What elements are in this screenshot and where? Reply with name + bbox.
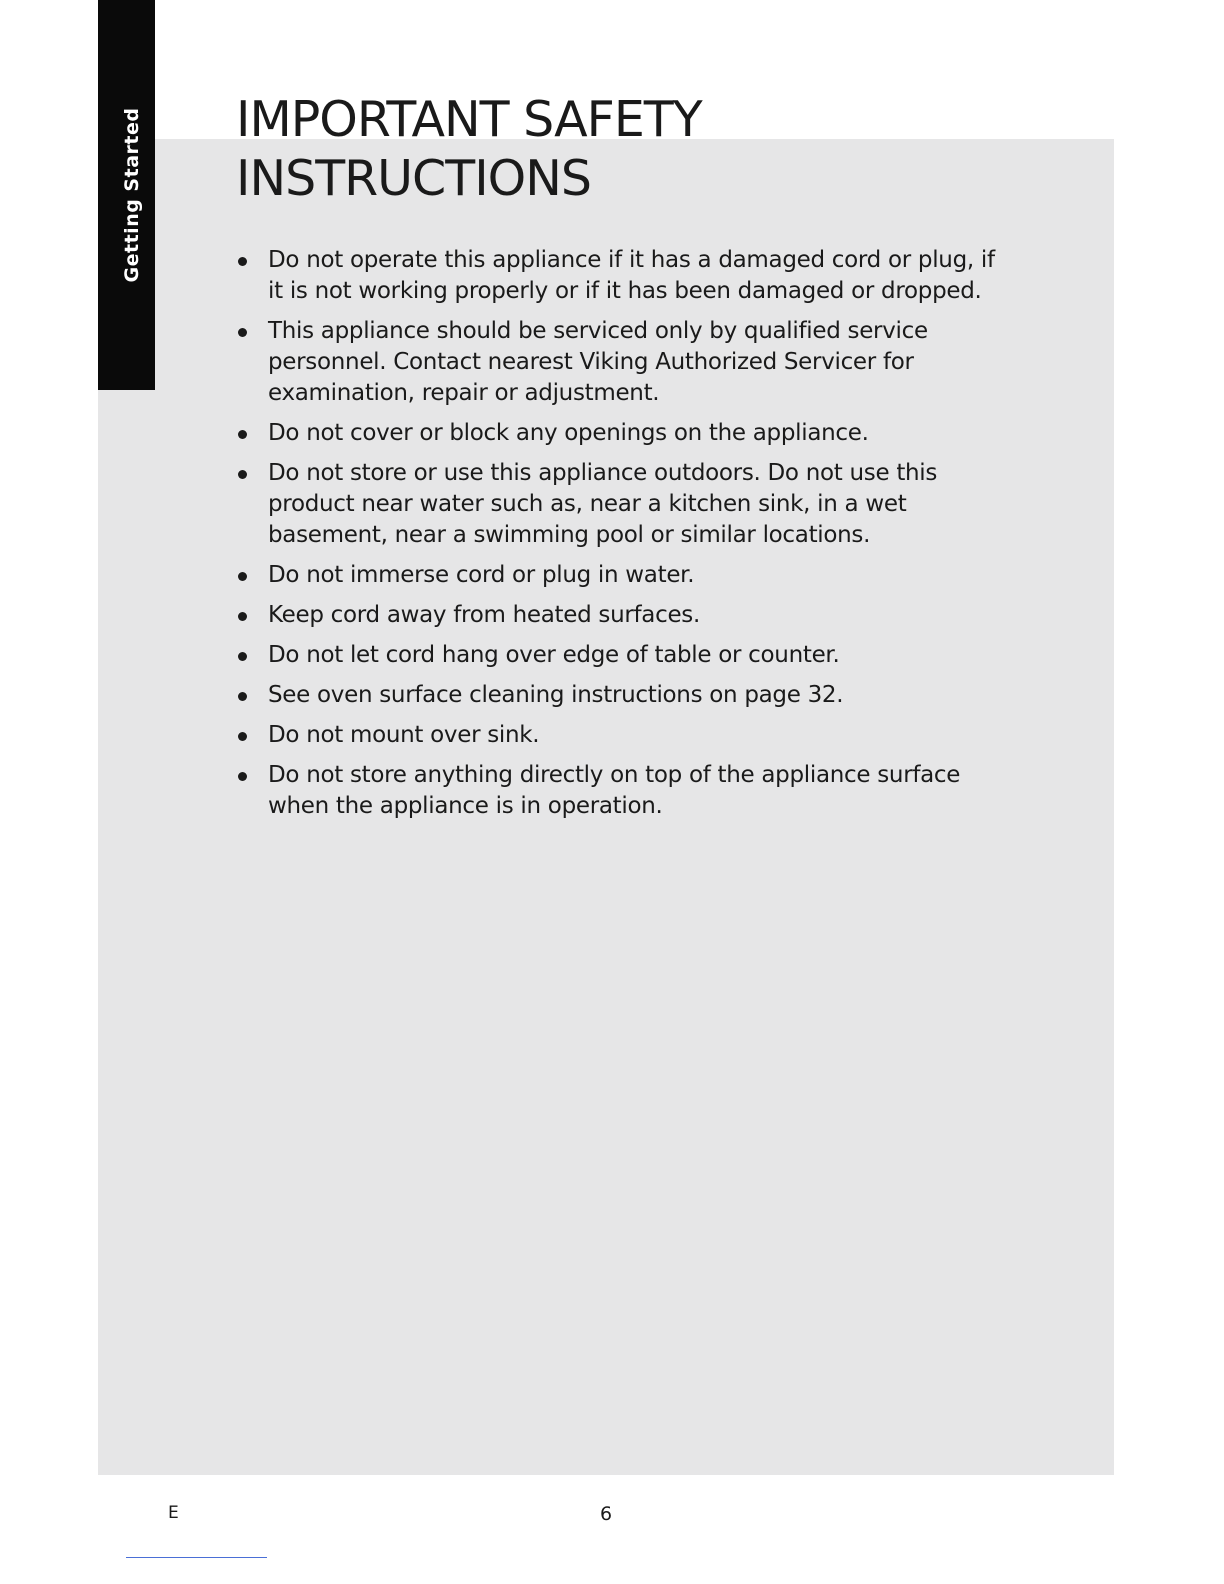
page-title-line-2: INSTRUCTIONS: [236, 150, 591, 207]
footer-language-code: E: [168, 1503, 179, 1523]
bullet-icon: [238, 772, 247, 781]
bullet-icon: [238, 257, 247, 266]
list-item: [236, 600, 996, 631]
list-item-text: This appliance should be serviced only by qualified service personnel. Contact nearest Viking Authorized Servicer for examination, repair or adjustment.: [268, 318, 928, 406]
footer-page-number: 6: [600, 1503, 613, 1525]
list-item: [236, 560, 996, 591]
list-item: [236, 316, 996, 409]
bullet-icon: [238, 572, 247, 581]
safety-instructions-list: [236, 245, 996, 831]
list-item: [236, 680, 996, 711]
list-item-text: Do not cover or block any openings on the appliance.: [268, 420, 869, 446]
list-item-text: Keep cord away from heated surfaces.: [268, 602, 700, 628]
page-title-line-1: IMPORTANT SAFETY: [236, 91, 702, 148]
footer-divider: [126, 1557, 267, 1558]
list-item: [236, 245, 996, 307]
bullet-icon: [238, 430, 247, 439]
list-item-text: Do not operate this appliance if it has a damaged cord or plug, if it is not working properly or if it has been damaged or dropped.: [268, 247, 995, 304]
list-item: [236, 418, 996, 449]
list-item-text: See oven surface cleaning instructions on page 32.: [268, 682, 844, 708]
bullet-icon: [238, 692, 247, 701]
list-item-text: Do not store or use this appliance outdoors. Do not use this product near water such as, near a kitchen sink, in a wet basement, near a swimming pool or similar locations.: [268, 460, 938, 548]
list-item: [236, 458, 996, 551]
list-item-text: Do not immerse cord or plug in water.: [268, 562, 695, 588]
list-item: [236, 720, 996, 751]
page-title: [236, 90, 702, 208]
bullet-icon: [238, 732, 247, 741]
bullet-icon: [238, 652, 247, 661]
list-item: [236, 640, 996, 671]
section-tab-label: Getting Started: [121, 107, 143, 283]
bullet-icon: [238, 612, 247, 621]
list-item-text: Do not let cord hang over edge of table or counter.: [268, 642, 840, 668]
list-item: [236, 760, 996, 822]
list-item-text: Do not mount over sink.: [268, 722, 540, 748]
bullet-icon: [238, 328, 247, 337]
list-item-text: Do not store anything directly on top of the appliance surface when the appliance is in operation.: [268, 762, 961, 819]
bullet-icon: [238, 470, 247, 479]
